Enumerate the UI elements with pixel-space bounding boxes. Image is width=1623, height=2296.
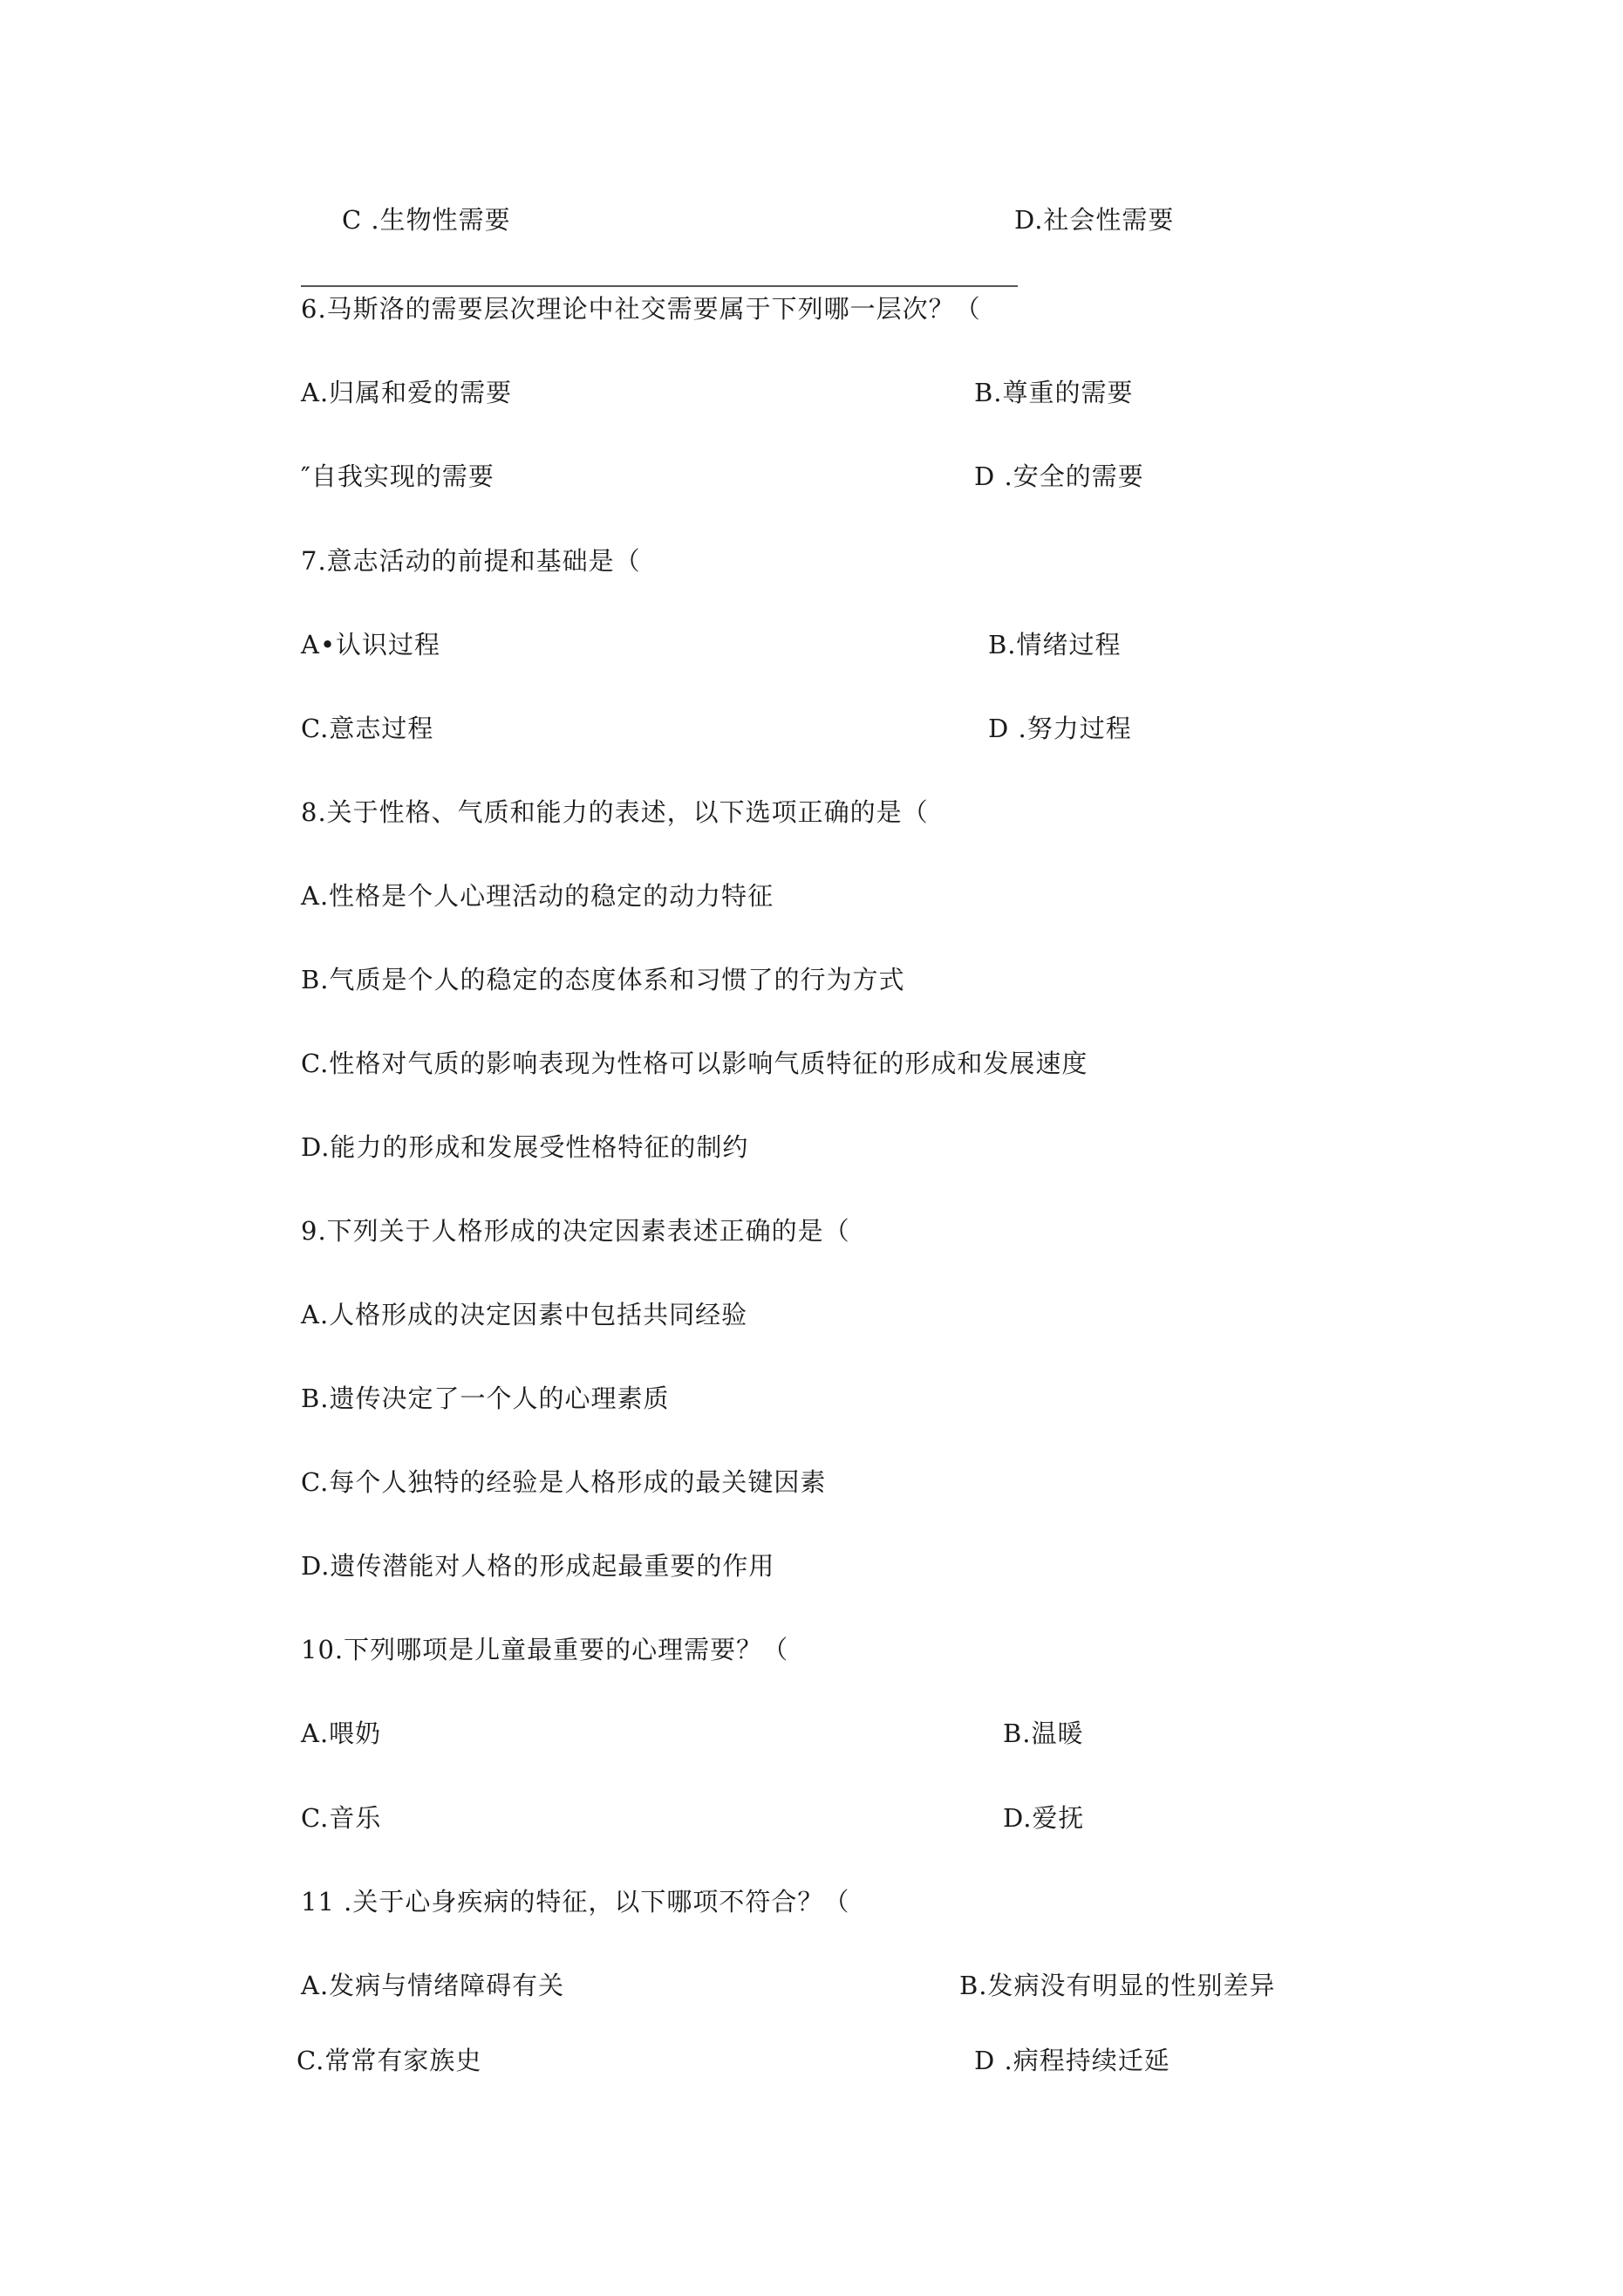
q7-option-c: C.意志过程 [301, 714, 434, 743]
q11-option-c: C.常常有家族史 [297, 2046, 482, 2075]
q7-option-b: B.情绪过程 [988, 630, 1122, 659]
q6-stem: 6.马斯洛的需要层次理论中社交需要属于下列哪一层次？（ [301, 294, 981, 324]
q8-stem: 8.关于性格、气质和能力的表述，以下选项正确的是（ [301, 797, 929, 827]
q10-option-d: D.爱抚 [1003, 1803, 1085, 1833]
separator-line [301, 285, 1018, 287]
q6-option-c: ″自我实现的需要 [301, 461, 494, 491]
q5-option-d: D.社会性需要 [1014, 205, 1175, 235]
q9-stem: 9.下列关于人格形成的决定因素表述正确的是（ [301, 1216, 850, 1246]
q9-option-b: B.遗传决定了一个人的心理素质 [301, 1384, 670, 1413]
q8-option-d: D.能力的形成和发展受性格特征的制约 [301, 1132, 749, 1162]
q6-option-a: A.归属和爱的需要 [301, 378, 513, 407]
q8-option-b: B.气质是个人的稳定的态度体系和习惯了的行为方式 [301, 965, 905, 994]
q6-option-b: B.尊重的需要 [974, 378, 1134, 407]
q7-option-a: A•认识过程 [301, 630, 441, 659]
q11-stem: 11 .关于心身疾病的特征，以下哪项不符合？（ [301, 1887, 850, 1917]
q11-option-b: B.发病没有明显的性别差异 [959, 1971, 1276, 2000]
q11-option-a: A.发病与情绪障碍有关 [301, 1971, 565, 2000]
q6-option-d: D .安全的需要 [974, 461, 1144, 491]
q7-stem: 7.意志活动的前提和基础是（ [301, 546, 641, 576]
q7-option-d: D .努力过程 [988, 714, 1132, 743]
q10-stem: 10.下列哪项是儿童最重要的心理需要？（ [301, 1635, 789, 1664]
q10-option-a: A.喂奶 [301, 1719, 382, 1748]
q11-option-d: D .病程持续迁延 [974, 2046, 1170, 2075]
q5-option-c: C .生物性需要 [342, 205, 511, 235]
q10-option-b: B.温暖 [1003, 1719, 1084, 1748]
q10-option-c: C.音乐 [301, 1803, 382, 1833]
q8-option-c: C.性格对气质的影响表现为性格可以影响气质特征的形成和发展速度 [301, 1049, 1088, 1078]
q9-option-a: A.人格形成的决定因素中包括共同经验 [301, 1300, 748, 1329]
q9-option-d: D.遗传潜能对人格的形成起最重要的作用 [301, 1551, 775, 1581]
q9-option-c: C.每个人独特的经验是人格形成的最关键因素 [301, 1467, 827, 1497]
q8-option-a: A.性格是个人心理活动的稳定的动力特征 [301, 881, 774, 911]
